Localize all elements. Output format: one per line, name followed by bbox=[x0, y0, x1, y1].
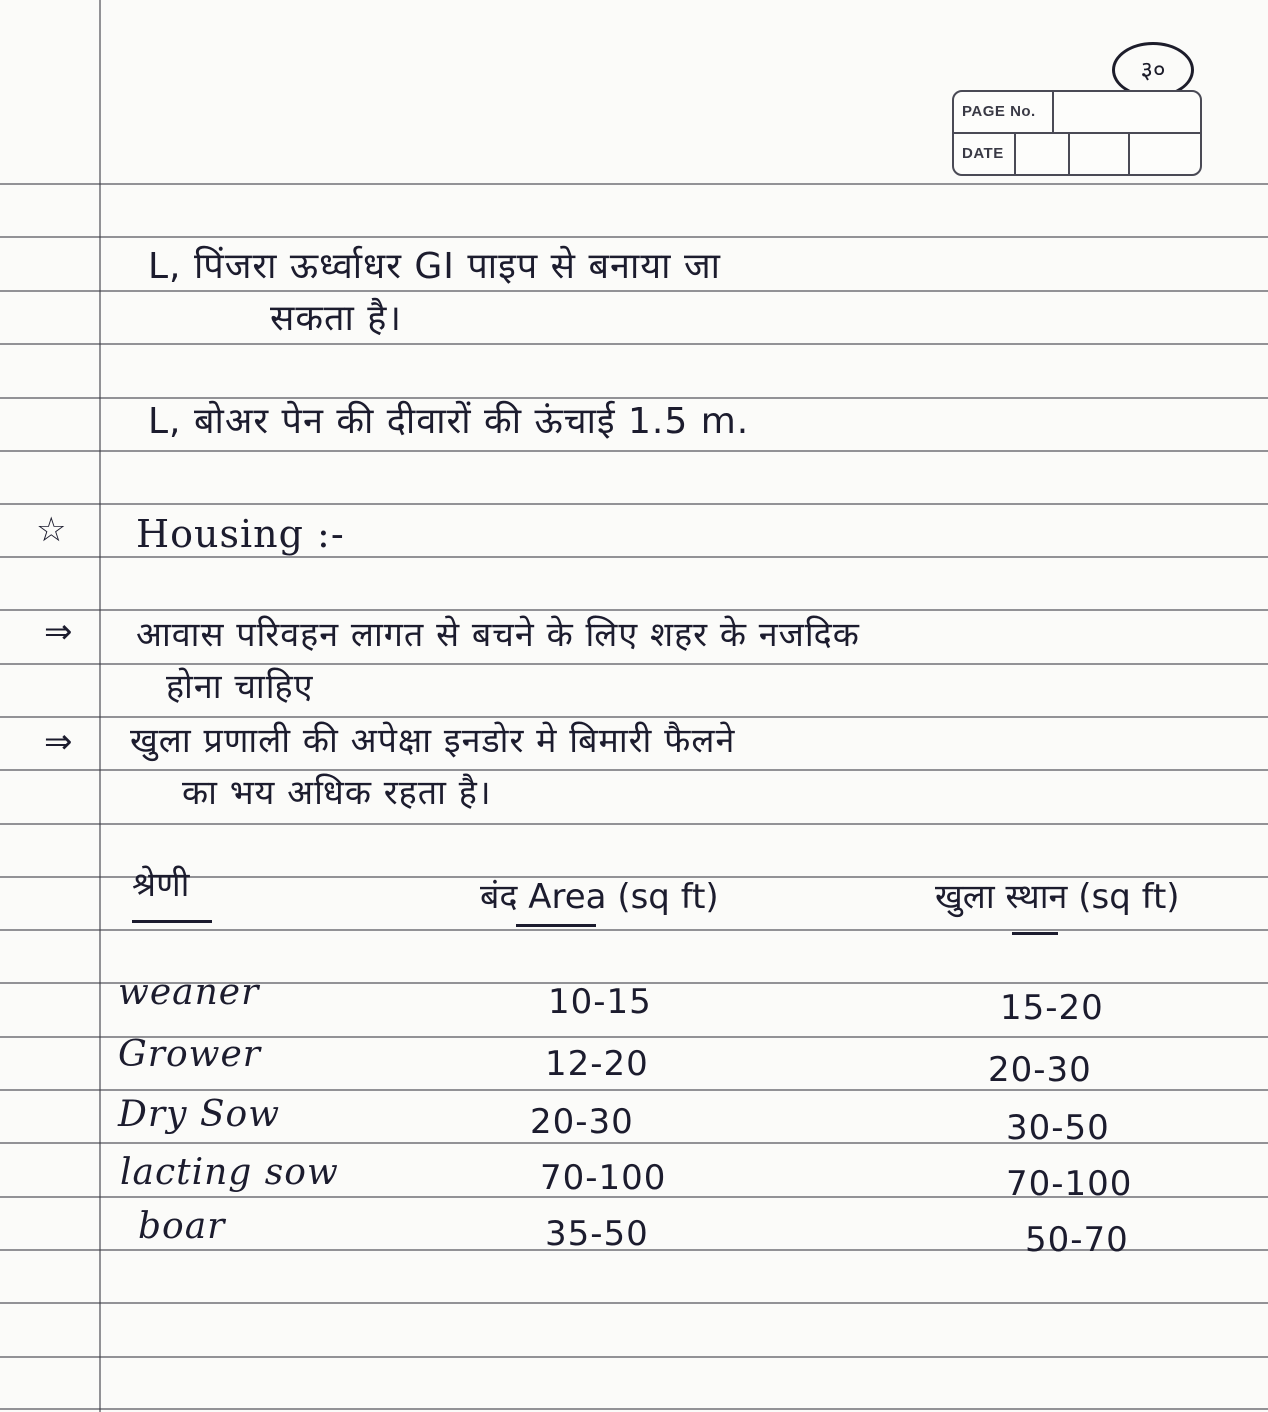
table-header-closed-area: बंद Area (sq ft) bbox=[480, 877, 719, 917]
table-cell-category: boar bbox=[138, 1206, 226, 1247]
table-cell-category: Grower bbox=[118, 1034, 261, 1075]
header-underline bbox=[132, 920, 212, 923]
note-line: सकता है। bbox=[270, 298, 403, 339]
box-divider bbox=[1068, 132, 1070, 174]
box-divider bbox=[954, 132, 1200, 134]
table-cell-open: 15-20 bbox=[1000, 988, 1104, 1028]
table-cell-open: 20-30 bbox=[988, 1050, 1092, 1090]
table-cell-closed: 20-30 bbox=[530, 1102, 634, 1142]
section-heading: Housing :- bbox=[136, 512, 345, 556]
box-divider bbox=[1052, 92, 1054, 132]
table-header-category: श्रेणी bbox=[132, 865, 190, 905]
table-cell-open: 70-100 bbox=[1006, 1164, 1133, 1204]
note-line: आवास परिवहन लागत से बचने के लिए शहर के नजदिक bbox=[136, 615, 860, 655]
table-cell-category: lacting sow bbox=[120, 1152, 339, 1193]
ruled-line bbox=[0, 556, 1268, 558]
ruled-line bbox=[0, 236, 1268, 238]
arrow-bullet: ⇒ bbox=[44, 612, 73, 652]
ruled-line bbox=[0, 929, 1268, 931]
ruled-line bbox=[0, 1302, 1268, 1304]
ruled-line bbox=[0, 450, 1268, 452]
table-cell-closed: 35-50 bbox=[545, 1214, 649, 1254]
header-underline bbox=[516, 924, 596, 927]
note-line: L, पिंजरा ऊर्ध्वाधर GI पाइप से बनाया जा bbox=[148, 246, 721, 287]
table-cell-open: 30-50 bbox=[1006, 1108, 1110, 1148]
box-divider bbox=[1128, 132, 1130, 174]
table-cell-closed: 12-20 bbox=[545, 1044, 649, 1084]
table-cell-category: weaner bbox=[118, 972, 260, 1013]
table-cell-closed: 10-15 bbox=[548, 982, 652, 1022]
arrow-bullet: ⇒ bbox=[44, 722, 73, 762]
note-line: L, बोअर पेन की दीवारों की ऊंचाई 1.5 m. bbox=[148, 401, 750, 442]
date-label: DATE bbox=[962, 145, 1004, 162]
table-cell-category: Dry Sow bbox=[118, 1094, 281, 1135]
margin-line bbox=[99, 0, 101, 1412]
star-bullet: ☆ bbox=[36, 510, 67, 550]
table-cell-open: 50-70 bbox=[1025, 1220, 1129, 1260]
note-line: का भय अधिक रहता है। bbox=[182, 773, 492, 813]
ruled-line bbox=[0, 290, 1268, 292]
page-number: ३० bbox=[1112, 42, 1194, 98]
note-line: होना चाहिए bbox=[166, 667, 314, 707]
page-date-box bbox=[952, 90, 1202, 176]
table-header-open-space: खुला स्थान (sq ft) bbox=[935, 877, 1180, 917]
ruled-line bbox=[0, 503, 1268, 505]
ruled-line bbox=[0, 1356, 1268, 1358]
page-no-label: PAGE No. bbox=[962, 103, 1036, 120]
ruled-line bbox=[0, 1408, 1268, 1410]
box-divider bbox=[1014, 132, 1016, 174]
ruled-line bbox=[0, 183, 1268, 185]
header-underline bbox=[1012, 932, 1058, 935]
ruled-line bbox=[0, 343, 1268, 345]
table-cell-closed: 70-100 bbox=[540, 1158, 667, 1198]
ruled-line bbox=[0, 823, 1268, 825]
note-line: खुला प्रणाली की अपेक्षा इनडोर मे बिमारी फैलने bbox=[130, 721, 736, 761]
